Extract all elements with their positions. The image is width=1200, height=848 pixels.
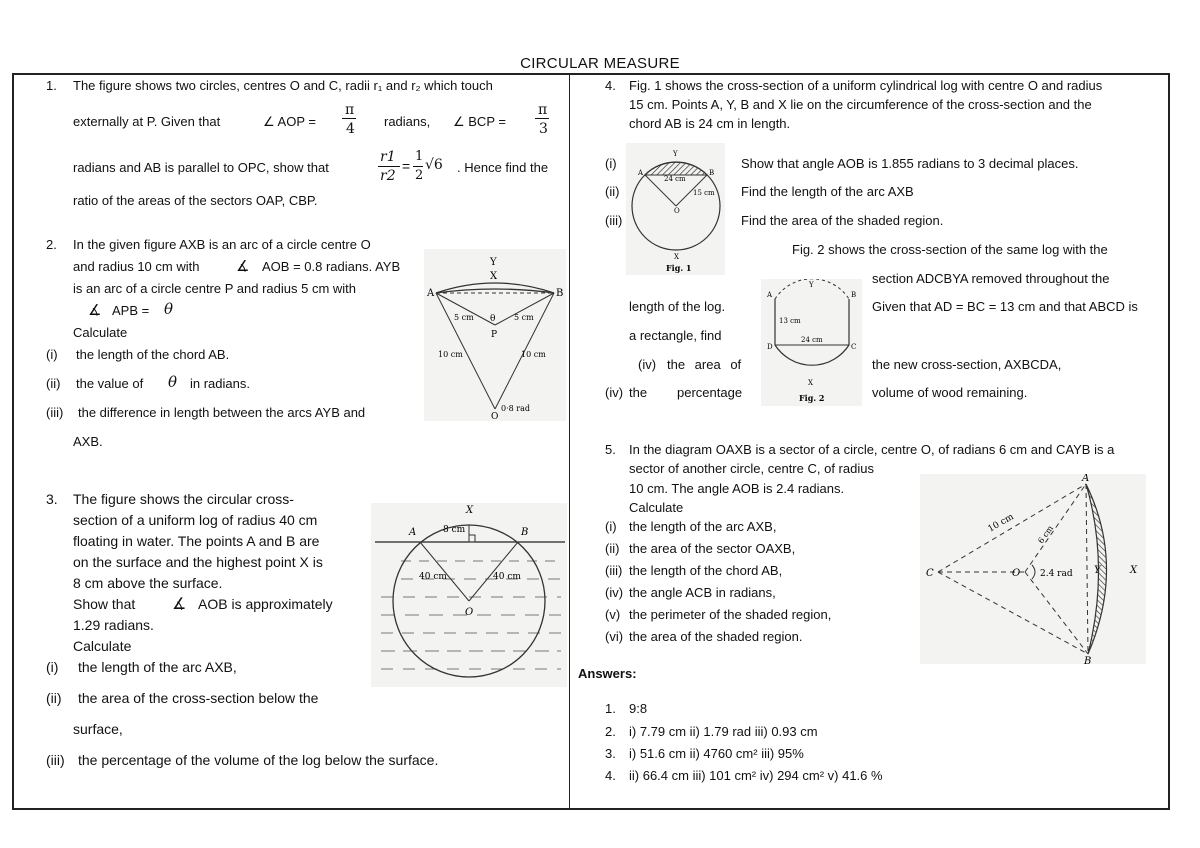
q3-line6b: AOB is approximately xyxy=(198,596,333,612)
q5-item-text: the perimeter of the shaded region, xyxy=(629,607,832,622)
q3-line4: on the surface and the highest point X is xyxy=(73,554,323,570)
q4-i-text: Show that angle AOB is 1.855 radians to 3 decimal places. xyxy=(741,156,1079,171)
q4-f1-caption: Fig. 1 xyxy=(666,263,692,273)
q3-label-r2: 40 cm xyxy=(493,572,521,582)
q1-half-num: 1 xyxy=(415,149,424,164)
q3-line3: floating in water. The points A and B are xyxy=(73,533,320,549)
q3-line2: section of a uniform log of radius 40 cm xyxy=(73,512,318,528)
q4-v-text: the xyxy=(629,385,648,400)
q4-v-tail: volume of wood remaining. xyxy=(872,385,1028,400)
q5-item-label: (i) xyxy=(605,519,617,534)
q4-fig2-line3b: Given that AD = BC = 13 cm and that ABCD is xyxy=(872,299,1138,314)
q5-item-text: the length of the chord AB, xyxy=(629,563,783,578)
q2-figure xyxy=(424,249,566,421)
q1-line1: The figure shows two circles, centres O and C, radii r₁ and r₂ which touch xyxy=(73,78,493,93)
q2-iii-label: (iii) xyxy=(46,405,64,420)
answer-text: i) 7.79 cm ii) 1.79 rad iii) 0.93 cm xyxy=(629,724,818,739)
q1-ratio-den: r2 xyxy=(380,168,396,184)
q2-label-a: A xyxy=(427,288,435,299)
q3-ii-text: the area of the cross-section below the xyxy=(78,690,319,706)
angle-arc xyxy=(1032,565,1035,579)
q2-i-label: (i) xyxy=(46,347,58,362)
q1-half-den: 2 xyxy=(415,168,424,183)
q2-iii-tail: AXB. xyxy=(73,434,103,449)
q3-label-a: A xyxy=(409,527,417,538)
q5-number: 5. xyxy=(605,442,616,457)
q2-i-text: the length of the chord AB. xyxy=(76,347,230,362)
q1-half-bar xyxy=(413,166,423,167)
q1-angle-bcp: ∠ BCP = xyxy=(453,114,506,129)
radius-ob xyxy=(1025,572,1088,654)
q2-label-o: O xyxy=(491,412,499,421)
q5-figure xyxy=(920,474,1146,664)
answer-text: 9:8 xyxy=(629,701,648,716)
q5-item-text: the length of the arc AXB, xyxy=(629,519,777,534)
q5-item-text: the area of the shaded region. xyxy=(629,629,803,644)
q2-label-p: P xyxy=(491,330,498,340)
q4-f1-chord: 24 cm xyxy=(664,175,686,183)
q1-frac1-num: π xyxy=(345,102,355,118)
q2-theta: θ xyxy=(164,300,174,318)
cross-section-outline xyxy=(775,299,849,365)
q1-number: 1. xyxy=(46,78,57,93)
q4-fig2-line3a: length of the log. xyxy=(629,299,726,314)
q1-root: √6 xyxy=(425,157,443,173)
radius-oa xyxy=(1025,484,1086,572)
q5-item-label: (vi) xyxy=(605,629,624,644)
q4-i-label: (i) xyxy=(605,156,617,171)
q2-line1: In the given figure AXB is an arc of a circle centre O xyxy=(73,237,371,252)
q3-i-label: (i) xyxy=(46,659,59,675)
q4-f1-radius: 15 cm xyxy=(693,189,715,197)
q4-f1-label-x: X xyxy=(674,253,679,261)
q3-i-text: the length of the arc AXB, xyxy=(78,659,237,675)
q4-f2-label-a: A xyxy=(767,291,773,299)
q5-line2: sector of another circle, centre C, of radius xyxy=(629,461,874,476)
q4-ii-text: Find the length of the arc AXB xyxy=(741,184,914,199)
answer-text: ii) 66.4 cm iii) 101 cm² iv) 294 cm² v) 41.6 % xyxy=(629,768,883,783)
q4-fig2-line1: Fig. 2 shows the cross-section of the same log with the xyxy=(792,242,1108,257)
q2-line2b: AOB = 0.8 radians. AYB xyxy=(262,259,401,274)
q5-label-a: A xyxy=(1082,474,1090,484)
q4-iv-tail: the new cross-section, AXBCDA, xyxy=(872,357,1062,372)
q5-label-o: O xyxy=(1012,568,1021,579)
q2-ii-tail: in radians. xyxy=(190,376,250,391)
q5-item-text: the area of the sector OAXB, xyxy=(629,541,796,556)
q2-label-b: B xyxy=(556,288,564,299)
column-divider xyxy=(569,73,570,808)
q4-f2-label-c: C xyxy=(851,343,857,351)
radius-cb xyxy=(938,572,1088,654)
q4-v-label: (iv) xyxy=(605,385,624,400)
q1-ratio-bar xyxy=(378,166,400,167)
q4-f2-caption: Fig. 2 xyxy=(799,393,825,403)
q1-line4: ratio of the areas of the sectors OAP, CBP. xyxy=(73,193,318,208)
q5-item-label: (iv) xyxy=(605,585,624,600)
q5-item-label: (ii) xyxy=(605,541,620,556)
q3-ii-label: (ii) xyxy=(46,690,62,706)
q2-label-theta: θ xyxy=(490,314,496,324)
q3-figure xyxy=(371,503,567,687)
q5-item-label: (iii) xyxy=(605,563,623,578)
q2-line3: is an arc of a circle centre P and radius 5 cm with xyxy=(73,281,356,296)
q1-frac2-den: 3 xyxy=(539,121,548,137)
q4-f2-side: 13 cm xyxy=(779,317,801,325)
answers-heading: Answers: xyxy=(578,666,637,681)
q4-f2-label-d: D xyxy=(767,343,773,351)
q2-label-r5a: 5 cm xyxy=(454,313,474,322)
angle-symbol-icon: ∡ xyxy=(236,258,250,275)
q2-number: 2. xyxy=(46,237,57,252)
q3-label-x: X xyxy=(466,505,474,516)
chord-ab xyxy=(1086,484,1088,654)
q3-label-o: O xyxy=(465,607,474,618)
q2-line4: APB = xyxy=(112,303,150,318)
q2-ii-theta: θ xyxy=(168,373,178,391)
q5-line1: In the diagram OAXB is a sector of a circle, centre O, of radians 6 cm and CAYB is a xyxy=(629,442,1115,457)
radius-ca xyxy=(938,484,1086,572)
q5-item-text: the angle ACB in radians, xyxy=(629,585,776,600)
shaded-segment xyxy=(645,162,707,175)
q5-label-angle: 2.4 rad xyxy=(1040,569,1073,579)
answer-number: 3. xyxy=(605,746,616,761)
q4-fig2-line2: section ADCBYA removed throughout the xyxy=(872,271,1110,286)
q4-iii-label: (iii) xyxy=(605,213,623,228)
q5-label-y: Y xyxy=(1094,565,1101,576)
q1-equals: = xyxy=(402,158,411,174)
q5-label-r6: 6 cm xyxy=(1036,523,1055,546)
q1-frac2-bar xyxy=(535,118,549,119)
q5-label-b: B xyxy=(1084,656,1092,664)
right-angle-mark xyxy=(469,535,475,542)
q3-iii-label: (iii) xyxy=(46,752,65,768)
q3-iii-text: the percentage of the volume of the log below the surface. xyxy=(78,752,439,768)
q4-f1-label-y: Y xyxy=(673,150,678,158)
q5-label-r10: 10 cm xyxy=(986,511,1016,535)
q2-label-r10a: 10 cm xyxy=(438,350,463,359)
q3-line6a: Show that xyxy=(73,596,136,612)
q3-ii-tail: surface, xyxy=(73,721,123,737)
q3-label-b: B xyxy=(521,527,529,538)
q4-line2: 15 cm. Points A, Y, B and X lie on the circumference of the cross-section and the xyxy=(629,97,1092,112)
q2-calculate: Calculate xyxy=(73,325,128,340)
q1-angle-aop: ∠ AOP = xyxy=(263,114,316,129)
arc-axb xyxy=(436,289,554,293)
q4-f2-base: 24 cm xyxy=(801,336,823,344)
q2-label-r5b: 5 cm xyxy=(514,313,534,322)
q5-line3: 10 cm. The angle AOB is 2.4 radians. xyxy=(629,481,845,496)
q4-ii-label: (ii) xyxy=(605,184,620,199)
q4-number: 4. xyxy=(605,78,616,93)
q1-line2b: radians, xyxy=(384,114,431,129)
q4-f1-label-b: B xyxy=(709,169,715,177)
answer-number: 4. xyxy=(605,768,616,783)
q2-ii-label: (ii) xyxy=(46,376,61,391)
angle-symbol-icon: ∡ xyxy=(88,302,102,319)
q4-f2-label-x: X xyxy=(808,379,813,387)
q3-calculate: Calculate xyxy=(73,638,132,654)
q4-f1-label-a: A xyxy=(638,169,644,177)
q1-line2a: externally at P. Given that xyxy=(73,114,221,129)
q5-item-label: (v) xyxy=(605,607,621,622)
page-title: CIRCULAR MEASURE xyxy=(520,55,680,72)
q4-f2-label-y: Y xyxy=(809,281,814,289)
q2-label-x: X xyxy=(490,271,498,282)
q3-line7: 1.29 radians. xyxy=(73,617,154,633)
q2-label-r10b: 10 cm xyxy=(521,350,546,359)
q4-iv-text: the area of xyxy=(667,357,742,372)
q3-label-r1: 40 cm xyxy=(419,572,447,582)
q1-ratio-num: r1 xyxy=(380,149,396,165)
answer-text: i) 51.6 cm ii) 4760 cm² iii) 95% xyxy=(629,746,804,761)
q4-line3: chord AB is 24 cm in length. xyxy=(629,116,791,131)
q1-line3b: . Hence find the xyxy=(457,160,549,175)
answer-number: 1. xyxy=(605,701,616,716)
q4-iii-text: Find the area of the shaded region. xyxy=(741,213,944,228)
q4-line1: Fig. 1 shows the cross-section of a uniform cylindrical log with centre O and radius xyxy=(629,78,1103,93)
q2-iii-text: the difference in length between the arcs AYB and xyxy=(78,405,366,420)
q4-f2-label-b: B xyxy=(851,291,857,299)
q4-fig1 xyxy=(626,143,725,275)
q5-calculate: Calculate xyxy=(629,500,684,515)
q1-frac2-num: π xyxy=(538,102,548,118)
angle-symbol-icon: ∡ xyxy=(172,596,187,613)
q3-line5: 8 cm above the surface. xyxy=(73,575,223,591)
q5-label-c: C xyxy=(926,568,934,579)
answer-number: 2. xyxy=(605,724,616,739)
q2-line2: and radius 10 cm with xyxy=(73,259,200,274)
q5-label-x: X xyxy=(1130,565,1138,576)
q4-iv-label: (iv) xyxy=(638,357,657,372)
q1-frac1-bar xyxy=(342,118,356,119)
q3-number: 3. xyxy=(46,491,58,507)
q2-label-y: Y xyxy=(490,257,497,268)
q1-line3a: radians and AB is parallel to OPC, show that xyxy=(73,160,329,175)
q4-fig2 xyxy=(761,279,862,406)
q4-fig2-line4: a rectangle, find xyxy=(629,328,722,343)
q2-label-angle: 0·8 rad xyxy=(501,404,530,413)
q4-v-mid: percentage xyxy=(677,385,743,400)
q3-line1: The figure shows the circular cross- xyxy=(73,491,294,507)
q3-label-h: 8 cm xyxy=(443,525,466,535)
q1-frac1-den: 4 xyxy=(346,121,355,137)
q2-ii-text: the value of xyxy=(76,376,144,391)
q4-f1-label-o: O xyxy=(674,207,680,215)
